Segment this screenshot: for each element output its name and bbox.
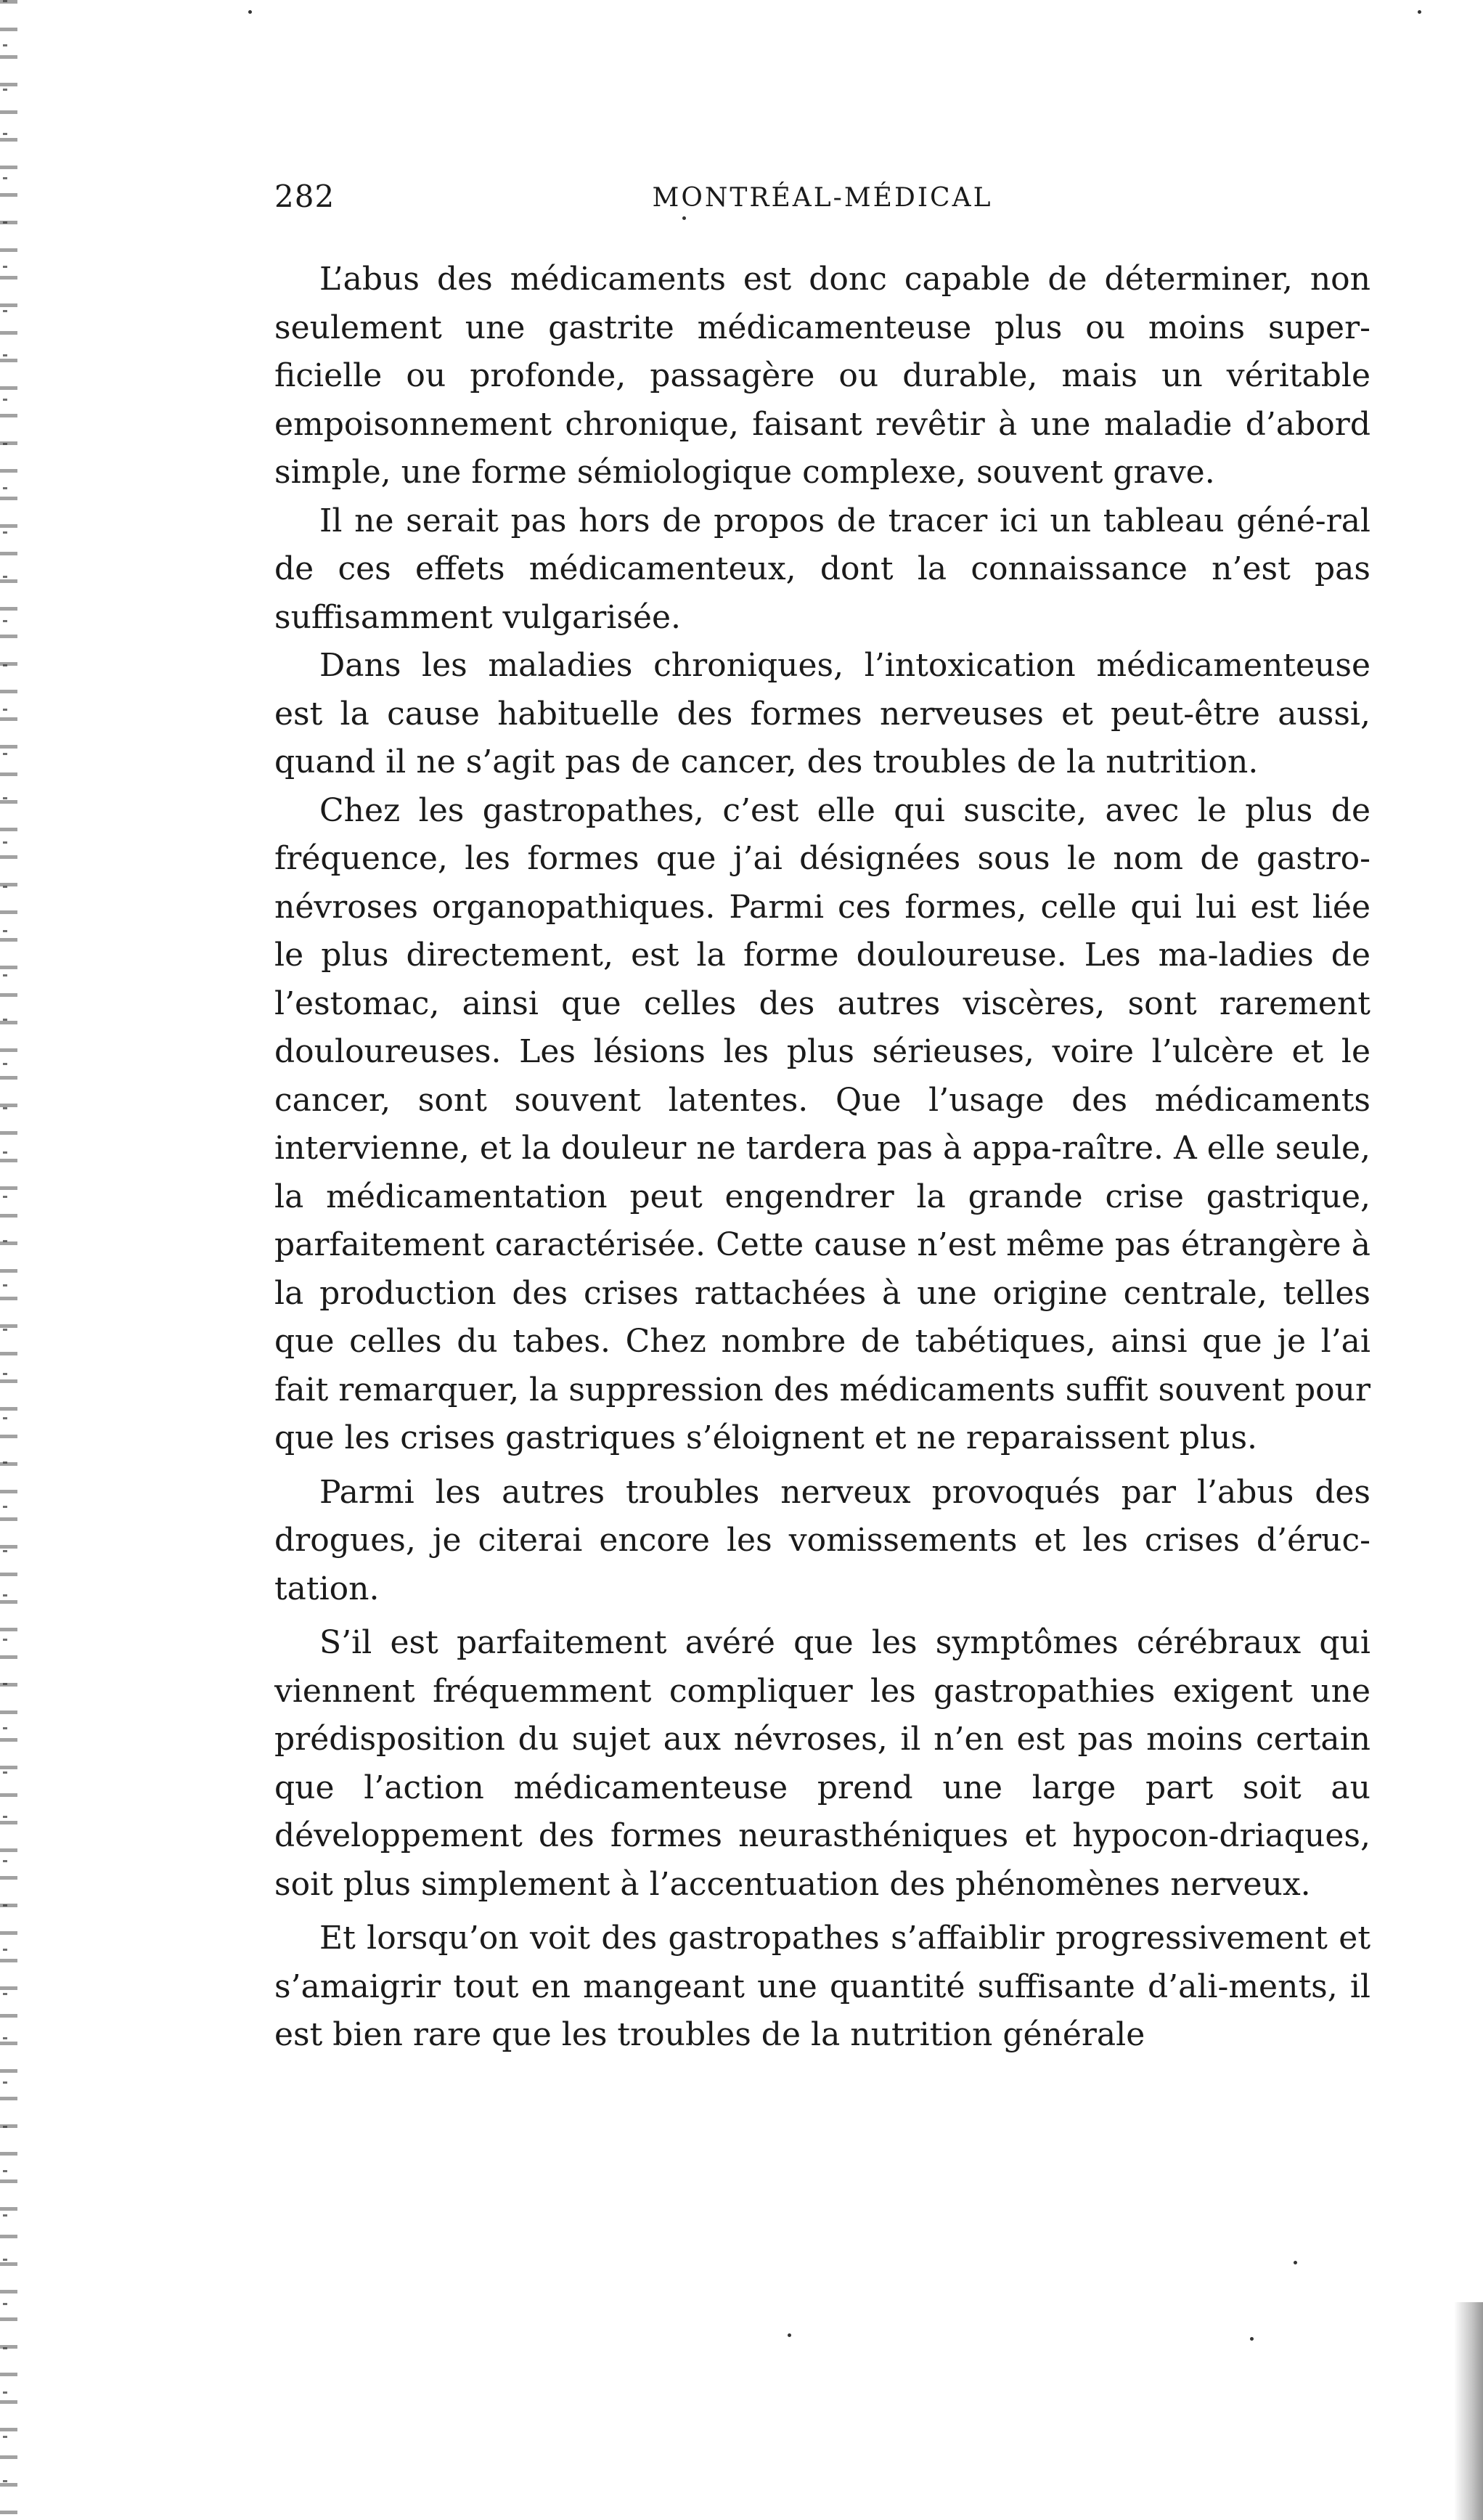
paragraph-4: Chez les gastropathes, c’est elle qui suscite, avec le plus de fréquence, les formes que j’ai désignées sous le nom de gastro-névroses organopathiques. Parmi ces formes, celle qui lui est liée le plus directement, est la forme douloureuse. Les ma-ladies de l’estomac, ainsi que celles des autres viscères, sont rarement douloureuses. Les lésions les plus sérieuses, voire l’ulcère et le cancer, sont souvent latentes. Que l’usage des médicaments intervienne, et la douleur ne tardera pas à appa-raître. A elle seule, la médicamentation peut engendrer la grande crise gastrique, parfaitement caractérisée. Cette cause n’est même pas étrangère à la production des crises rattachées à une origine centrale, telles que celles du tabes. Chez nombre de tabétiques, ainsi que je l’ai fait remarquer, la suppression des médicaments suffit souvent pour que les crises gastriques s’éloignent et ne reparaissent plus. [274, 791, 1370, 1456]
body-text [274, 256, 1370, 2060]
speck [1250, 2337, 1254, 2341]
paragraph-7: Et lorsqu’on voit des gastropathes s’affaiblir progressivement et s’amaigrir tout en mangeant une quantité suffisante d’ali-ments, il est bien rare que les troubles de la nutrition générale [274, 1920, 1370, 2053]
speck [1294, 2261, 1297, 2264]
paragraph-1: L’abus des médicaments est donc capable de déterminer, non seulement une gastrite médicamenteuse plus ou moins super-ficielle ou profonde, passagère ou durable, mais un véritable empoisonnement chronique, faisant revêtir à une maladie d’abord simple, une forme sémiologique complexe, souvent grave. [274, 261, 1370, 491]
speck [1418, 10, 1421, 14]
paragraph-6: S’il est parfaitement avéré que les symptômes cérébraux qui viennent fréquemment compliquer les gastropathies exigent une prédisposition du sujet aux névroses, il n’en est pas moins certain que l’action médicamenteuse prend une large part soit au développement des formes neurasthéniques et hypocon-driaques, soit plus simplement à l’accentuation des phénomènes nerveux. [274, 1624, 1370, 1903]
running-title: MONTRÉAL-MÉDICAL [652, 183, 993, 213]
page-header [274, 179, 1370, 222]
scan-corner-shadow [1454, 2302, 1483, 2520]
scan-margin-marks [3, 0, 7, 2520]
speck [248, 10, 252, 14]
paragraph-3: Dans les maladies chroniques, l’intoxication médicamenteuse est la cause habituelle des formes nerveuses et peut-être aussi, quand il ne s’agit pas de cancer, des troubles de la nutrition. [274, 647, 1370, 780]
speck [788, 2333, 791, 2337]
paragraph-2: Il ne serait pas hors de propos de tracer ici un tableau géné-ral de ces effets médicamenteux, dont la connaissance n’est pas suffisamment vulgarisée. [274, 502, 1370, 636]
paragraph-5: Parmi les autres troubles nerveux provoqués par l’abus des drogues, je citerai encore les vomissements et les crises d’éruc-tation. [274, 1473, 1370, 1607]
page-number: 282 [274, 179, 335, 214]
